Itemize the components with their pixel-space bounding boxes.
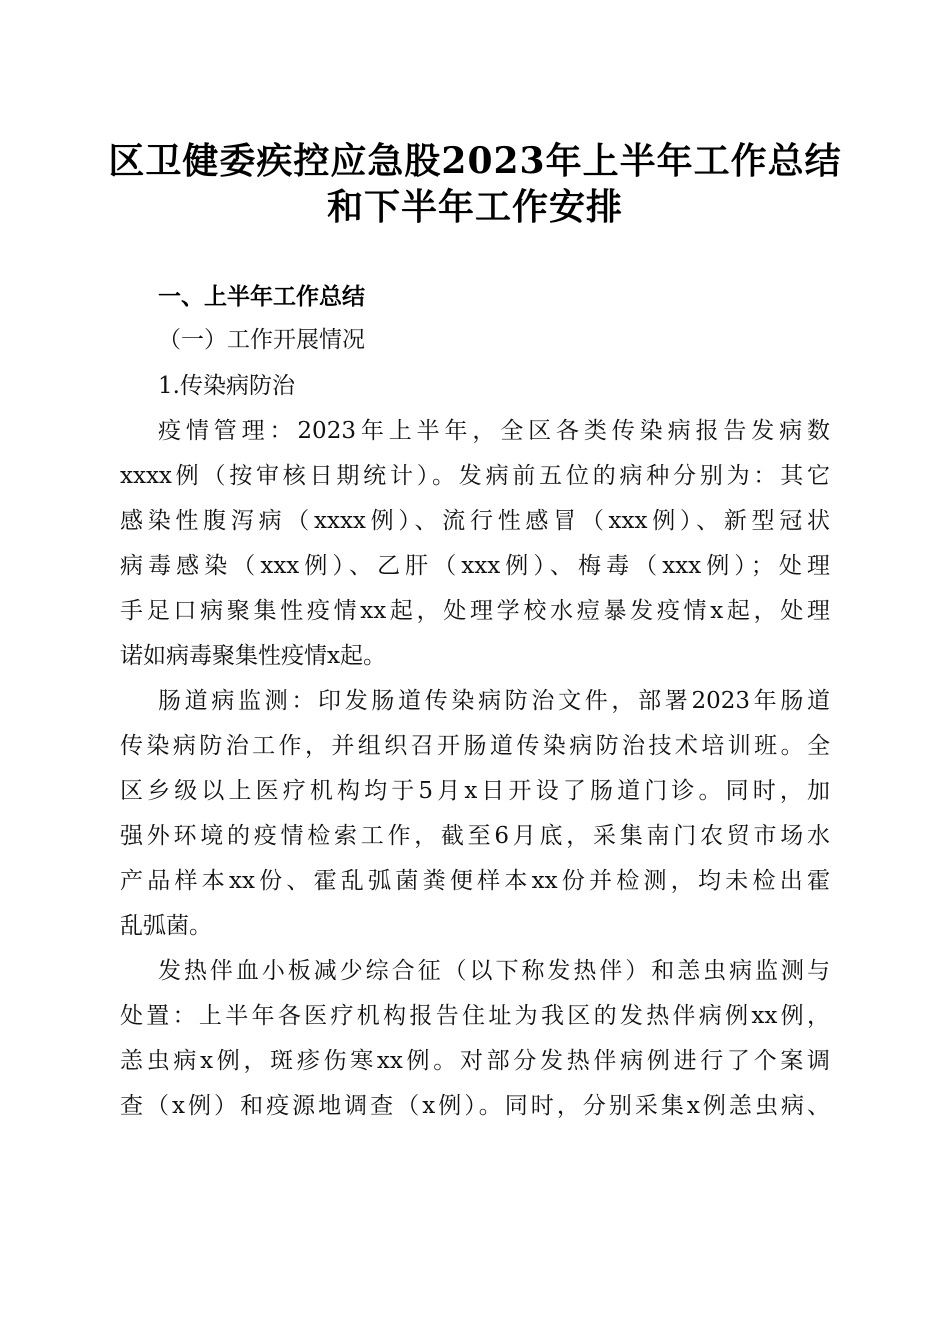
paragraph-line: 发热伴血小板减少综合征（以下称发热伴）和恙虫病监测与 <box>158 958 830 984</box>
paragraph-line: 强外环境的疫情检索工作，截至6月底，采集南门农贸市场水 <box>120 823 830 849</box>
paragraph-line: 肠道病监测：印发肠道传染病防治文件，部署2023年肠道 <box>158 688 830 714</box>
paragraph-line: 查（x例）和疫源地调查（x例）。同时，分别采集x例恙虫病、 <box>120 1093 830 1119</box>
paragraph-line: 恙虫病x例，斑疹伤寒xx例。对部分发热伴病例进行了个案调 <box>120 1048 830 1074</box>
section-heading: 一、上半年工作总结 <box>158 284 365 310</box>
document-title-line-1: 区卫健委疾控应急股2023年上半年工作总结 <box>108 140 842 182</box>
paragraph-line: 疫情管理：2023年上半年，全区各类传染病报告发病数 <box>158 418 830 444</box>
paragraph-line: 感染性腹泻病（xxxx例）、流行性感冒（xxx例）、新型冠状 <box>120 508 830 534</box>
paragraph-line: 诺如病毒聚集性疫情x起。 <box>120 643 386 669</box>
paragraph-line: 传染病防治工作，并组织召开肠道传染病防治技术培训班。全 <box>120 733 830 759</box>
paragraph-line: 病毒感染（xxx例）、乙肝（xxx例）、梅毒（xxx例）；处理 <box>120 553 830 579</box>
document-title-line-2: 和下半年工作安排 <box>326 186 623 228</box>
item-heading: 1.传染病防治 <box>158 373 295 399</box>
subsection-heading: （一）工作开展情况 <box>158 327 365 353</box>
paragraph-line: 产品样本xx份、霍乱弧菌粪便样本xx份并检测，均未检出霍 <box>120 868 830 894</box>
paragraph-line: 处置：上半年各医疗机构报告住址为我区的发热伴病例xx例， <box>120 1003 830 1029</box>
paragraph-line: 手足口病聚集性疫情xx起，处理学校水痘暴发疫情x起，处理 <box>120 598 830 624</box>
paragraph-line: xxxx例（按审核日期统计）。发病前五位的病种分别为：其它 <box>120 463 830 489</box>
paragraph-line: 乱弧菌。 <box>120 913 212 939</box>
paragraph-line: 区乡级以上医疗机构均于5月x日开设了肠道门诊。同时，加 <box>120 778 830 804</box>
